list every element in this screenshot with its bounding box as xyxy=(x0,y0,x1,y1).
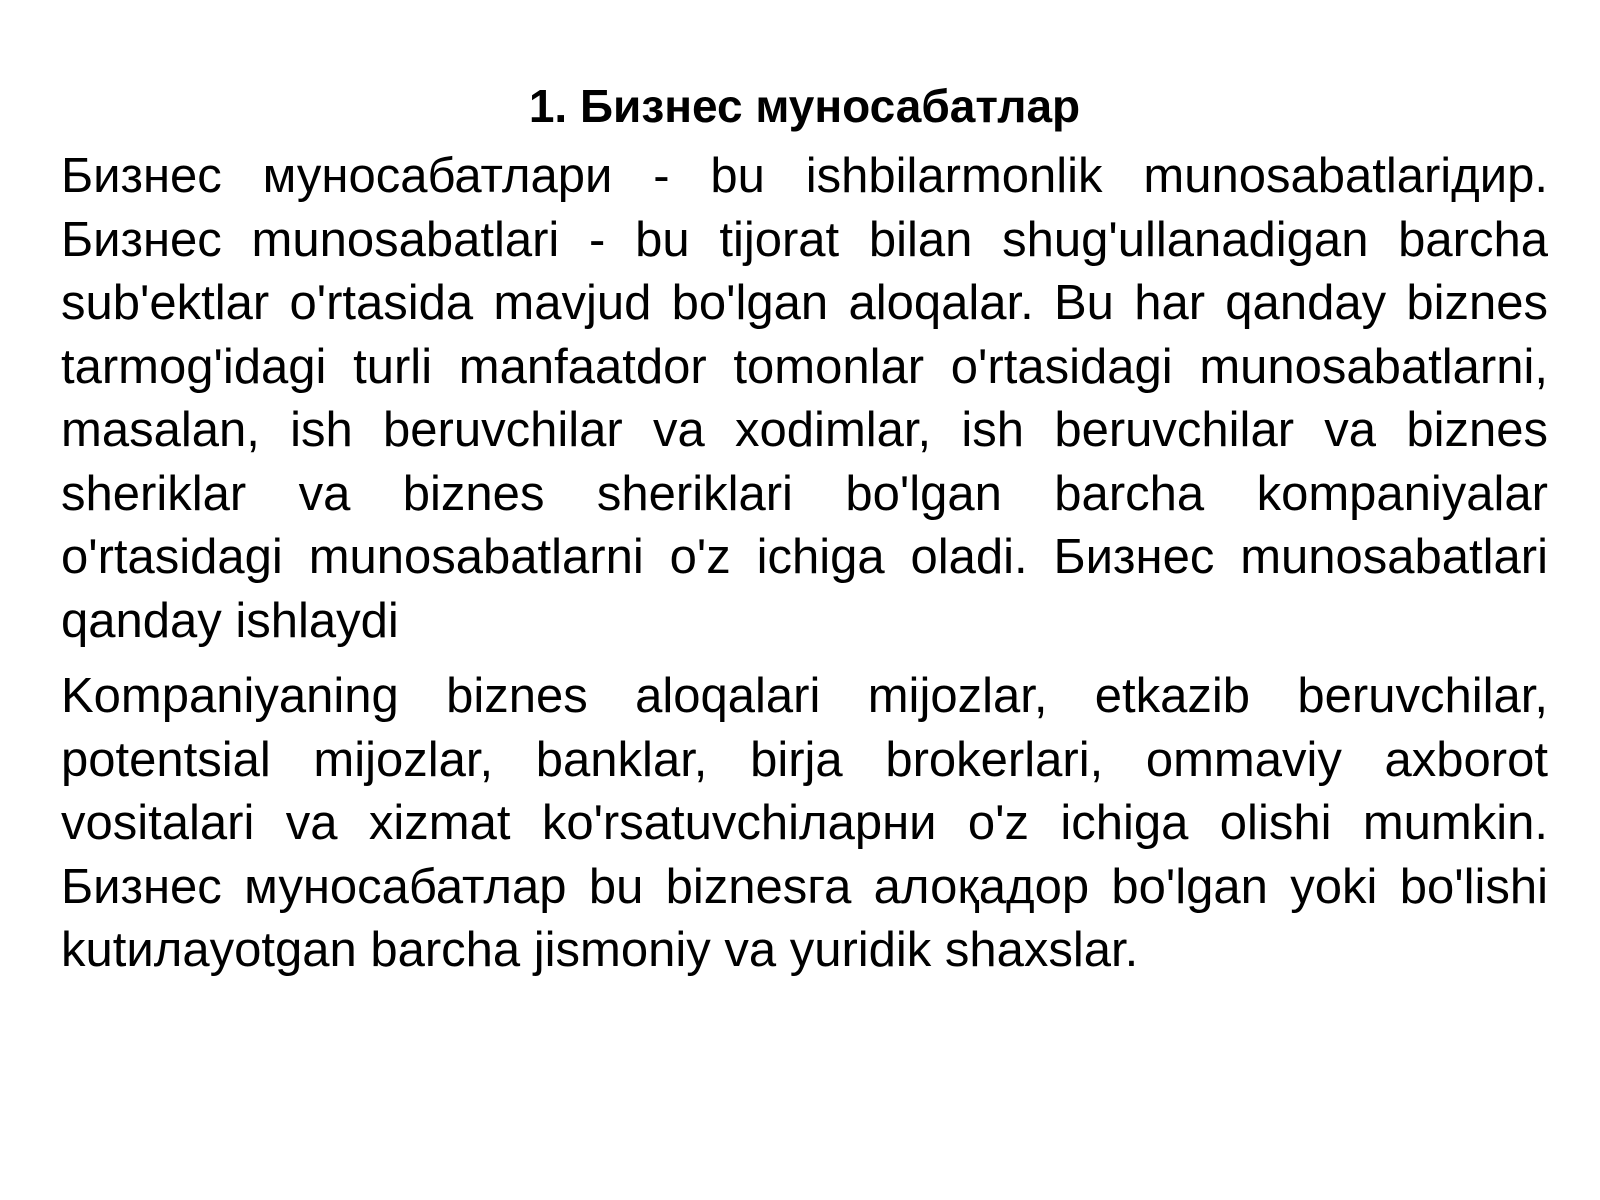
slide-title: 1. Бизнес муносабатлар xyxy=(528,80,1081,132)
paragraph-definition: Бизнес муносабатлари - bu ishbilarmonlik munosabatlariдир. Бизнес munosabatlari - bu tijorat bilan shug'ullanadigan barcha sub'ektlar o'rtasida mavjud bo'lgan aloqalar. Bu har qanday biznes tarmog'idagi turli manfaatdor tomonlar o'rtasidagi munosabatlarni, masalan, ish beruvchilar va xodimlar, ish beruvchilar va biznes sheriklar va biznes sheriklari bo'lgan barcha kompaniyalar o'rtasidagi munosabatlarni o'z ichiga oladi. Бизнес munosabatlari qanday ishlaydi xyxy=(61,149,1548,648)
paragraph-relations: Kompaniyaning biznes aloqalari mijozlar, etkazib beruvchilar, potentsial mijozlar, banklar, birja brokerlari, ommaviy axborot vositalari va xizmat ko'rsatuvchiларни o'z ichiga olishi mumkin. Бизнес муносабатлар bu biznesга алоқадор bo'lgan yoki bo'lishi kutилayotgan barcha jismoniy va yuridik shaxslar. xyxy=(61,669,1548,977)
